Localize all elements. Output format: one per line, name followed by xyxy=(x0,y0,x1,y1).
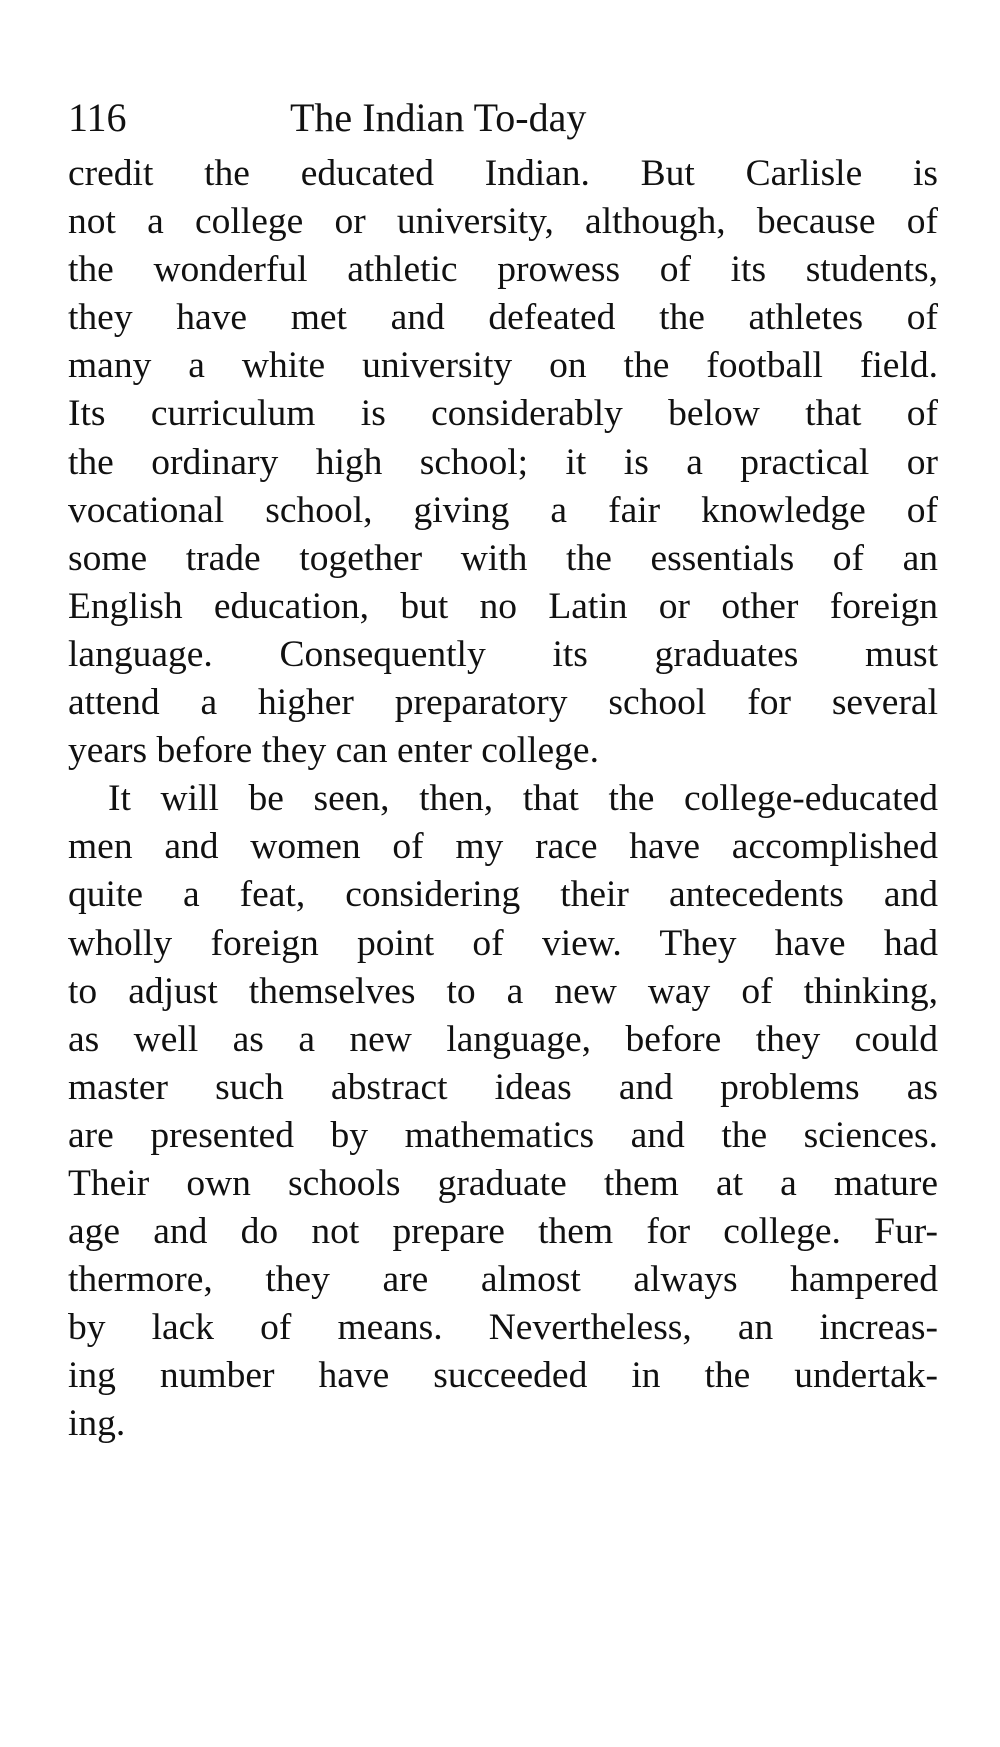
text-line: ing. xyxy=(68,1403,126,1445)
text-line: credit the educated Indian. But Carlisle is xyxy=(68,153,938,194)
text-line: are presented by mathematics and the sciences. xyxy=(68,1114,938,1156)
text-line: attend a higher preparatory school for several xyxy=(68,682,938,724)
text-line: men and women of my race have accomplished xyxy=(68,826,938,868)
page-number: 116 xyxy=(68,95,127,140)
text-line: as well as a new language, before they could xyxy=(68,1018,938,1060)
text-line: thermore, they are almost always hampered xyxy=(68,1259,938,1301)
text-line: the ordinary high school; it is a practical or xyxy=(68,441,938,483)
text-line: some trade together with the essentials of an xyxy=(68,537,938,579)
text-line: not a college or university, although, because of xyxy=(68,201,938,243)
running-title: The Indian To-day xyxy=(290,95,587,140)
body-text xyxy=(68,150,938,1449)
text-line: English education, but no Latin or other foreign xyxy=(68,585,938,627)
text-line: years before they can enter college. xyxy=(68,730,599,772)
text-line: they have met and defeated the athletes of xyxy=(68,297,938,339)
text-line: vocational school, giving a fair knowledge of xyxy=(68,489,938,531)
text-line: master such abstract ideas and problems as xyxy=(68,1066,938,1108)
text-line: the wonderful athletic prowess of its students, xyxy=(68,249,938,291)
text-line: wholly foreign point of view. They have had xyxy=(68,922,938,964)
text-line: to adjust themselves to a new way of thinking, xyxy=(68,970,938,1012)
text-line: many a white university on the football field. xyxy=(68,345,938,387)
text-line: quite a feat, considering their antecedents and xyxy=(68,874,938,916)
text-line: Their own schools graduate them at a mature xyxy=(68,1162,938,1204)
text-line: Its curriculum is considerably below that of xyxy=(68,393,938,435)
text-line: by lack of means. Nevertheless, an increas- xyxy=(68,1307,938,1349)
text-line: It will be seen, then, that the college-educated xyxy=(108,778,938,820)
text-line: ing number have succeeded in the undertak- xyxy=(68,1355,938,1397)
running-head xyxy=(68,88,938,148)
text-line: age and do not prepare them for college. Fur- xyxy=(68,1211,938,1253)
text-line: language. Consequently its graduates must xyxy=(68,633,938,675)
